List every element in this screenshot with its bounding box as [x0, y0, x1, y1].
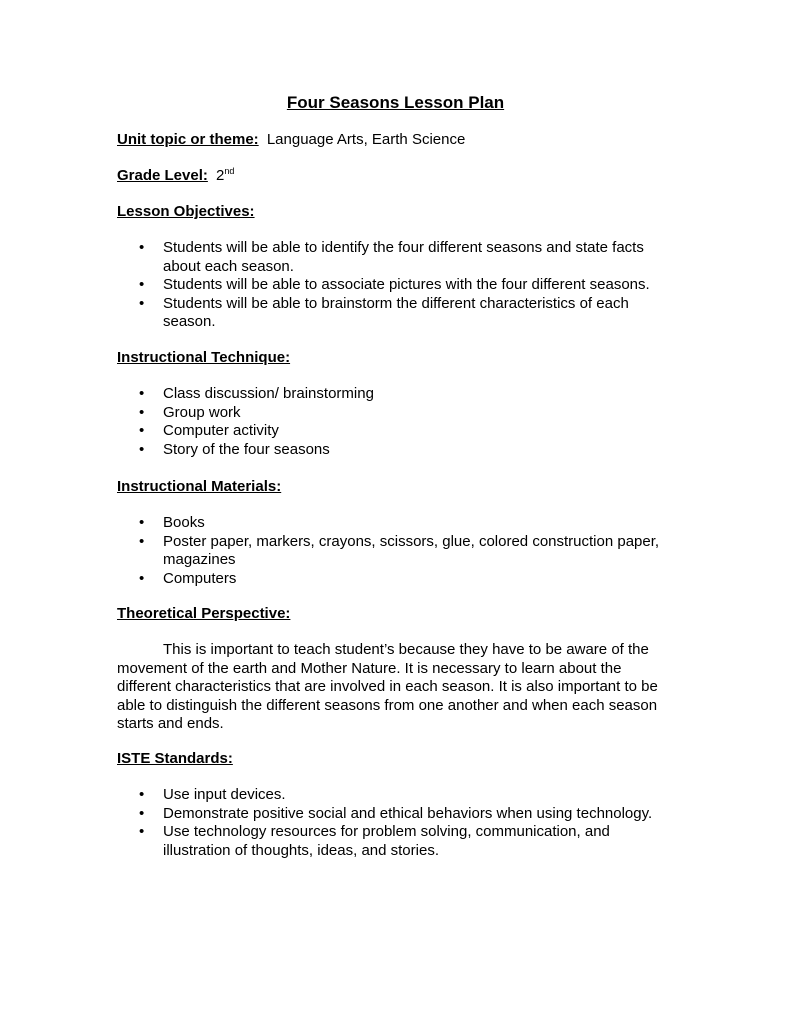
- materials-heading: Instructional Materials:: [117, 478, 282, 495]
- list-item: • Class discussion/ brainstorming: [139, 385, 374, 402]
- bullet-icon: •: [139, 823, 145, 840]
- unit-topic-line: [117, 131, 465, 150]
- iste-heading: ISTE Standards:: [117, 750, 233, 767]
- perspective-paragraph: This is important to teach student’s because they have to be aware of the movement of the earth and Mother Nature. It is necessary to learn about the different characteristics that are involved in each season. It is also important to be able to distinguish the different seasons from one another and when each season starts and ends.: [117, 641, 658, 732]
- bullet-icon: •: [139, 385, 145, 402]
- list-item: • Students will be able to brainstorm the different characteristics of each season.: [139, 294, 629, 330]
- materials-list: [117, 514, 677, 588]
- list-item: • Poster paper, markers, crayons, scissors, glue, colored construction paper, magazines: [139, 532, 660, 568]
- bullet-icon: •: [139, 403, 145, 421]
- bullet-icon: •: [139, 276, 145, 293]
- bullet-icon: •: [139, 239, 145, 256]
- list-item: • Students will be able to associate pictures with the four different seasons.: [139, 276, 650, 293]
- list-item: • Books: [139, 514, 205, 531]
- document-title: Four Seasons Lesson Plan: [286, 93, 505, 112]
- perspective-heading: Theoretical Perspective:: [117, 605, 291, 622]
- bullet-icon: •: [139, 514, 145, 531]
- bullet-icon: •: [139, 786, 145, 803]
- iste-list: [117, 786, 677, 860]
- objectives-heading: Lesson Objectives:: [117, 203, 255, 220]
- bullet-icon: •: [139, 294, 145, 312]
- grade-level-suffix: nd: [224, 166, 235, 176]
- unit-topic-value: Language Arts, Earth Science: [266, 131, 466, 148]
- bullet-icon: •: [139, 569, 145, 587]
- list-item: • Use technology resources for problem solving, communication, and illustration of thoughts, ideas, and stories.: [139, 823, 610, 859]
- list-item: • Group work: [139, 403, 241, 421]
- list-item: • Computer activity: [139, 422, 279, 439]
- bullet-icon: •: [139, 440, 145, 458]
- list-item: • Use input devices.: [139, 786, 286, 803]
- unit-topic-label: Unit topic or theme:: [117, 131, 259, 148]
- list-item: • Story of the four seasons: [139, 440, 330, 458]
- technique-heading: Instructional Technique:: [117, 349, 291, 366]
- list-item: • Students will be able to identify the four different seasons and state facts about each season.: [139, 239, 644, 275]
- bullet-icon: •: [139, 422, 145, 439]
- list-item: • Computers: [139, 569, 237, 587]
- technique-list: [117, 385, 677, 459]
- bullet-icon: •: [139, 804, 145, 822]
- list-item: • Demonstrate positive social and ethical behaviors when using technology.: [139, 804, 653, 822]
- bullet-icon: •: [139, 532, 145, 550]
- grade-level-value: 2: [216, 167, 225, 184]
- grade-level-line: [117, 167, 234, 186]
- objectives-list: [117, 239, 677, 332]
- grade-level-label: Grade Level:: [117, 167, 208, 184]
